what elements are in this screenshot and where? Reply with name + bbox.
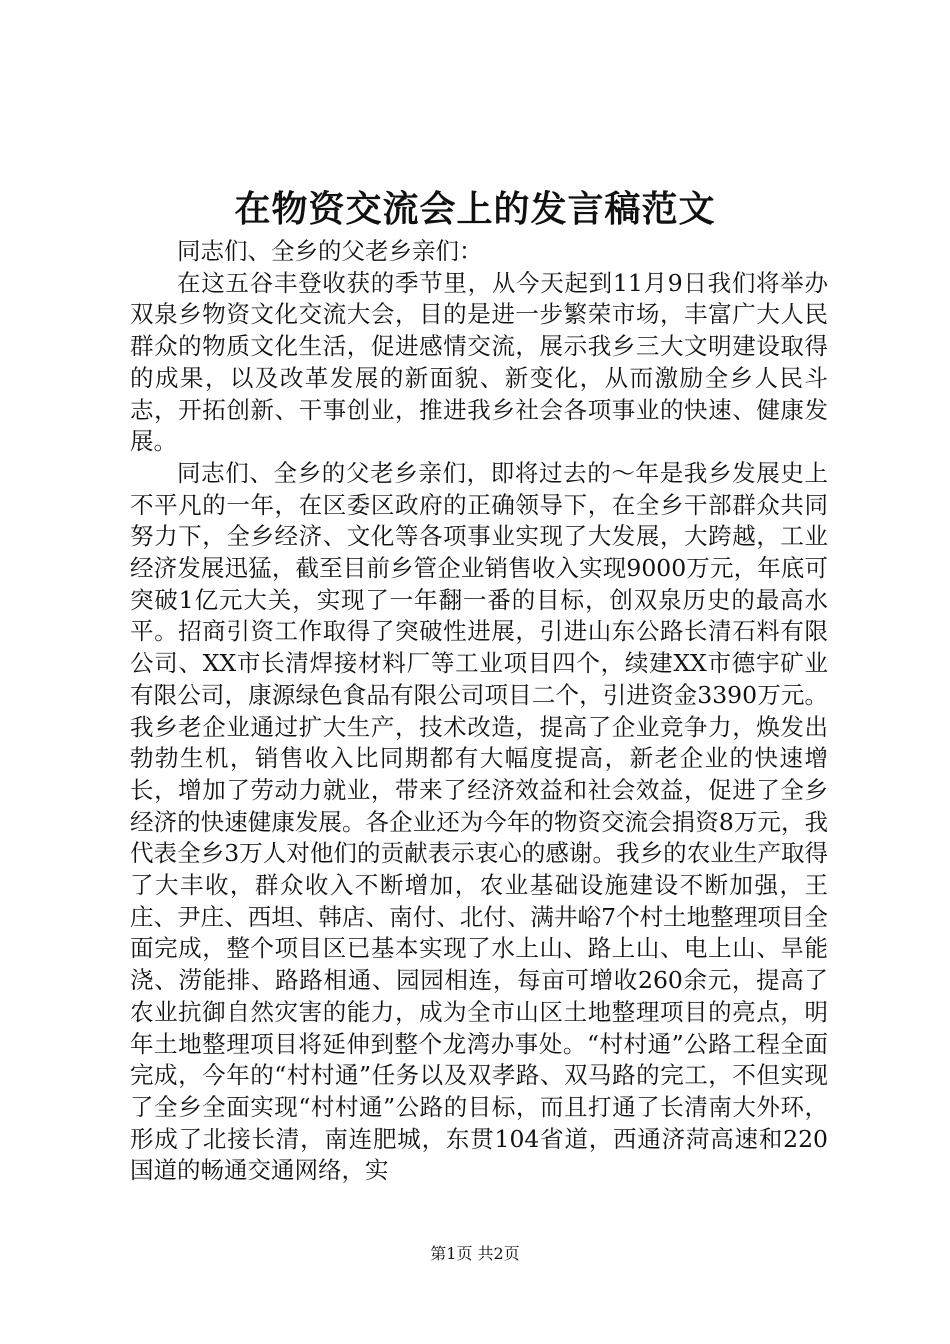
document-body: [130, 236, 828, 1187]
document-title: 在物资交流会上的发言稿范文: [234, 188, 716, 230]
body-paragraph: 同志们、全乡的父老乡亲们，即将过去的～年是我乡发展史上不平凡的一年，在区委区政府的正确领导下，在全乡干部群众共同努力下，全乡经济、文化等各项事业实现了大发展，大跨越，工业经济发展迅猛，截至目前乡管企业销售收入实现9000万元，年底可突破1亿元大关，实现了一年翻一番的目标，创双泉历史的最高水平。招商引资工作取得了突破性进展，引进山东公路长清石料有限公司、XX市长清焊接材料厂等工业项目四个，续建XX市德宇矿业有限公司，康源绿色食品有限公司项目二个，引进资金3390万元。我乡老企业通过扩大生产，技术改造，提高了企业竞争力，焕发出勃勃生机，销售收入比同期都有大幅度提高，新老企业的快速增长，增加了劳动力就业，带来了经济效益和社会效益，促进了全乡经济的快速健康发展。各企业还为今年的物资交流会捐资8万元，我代表全乡3万人对他们的贡献表示衷心的感谢。我乡的农业生产取得了大丰收，群众收入不断增加，农业基础设施建设不断加强，王庄、尹庄、西坦、韩店、南付、北付、满井峪7个村土地整理项目全面完成，整个项目区已基本实现了水上山、路上山、电上山、旱能浇、涝能排、路路相通、园园相连，每亩可增收260余元，提高了农业抗御自然灾害的能力，成为全市山区土地整理项目的亮点，明年土地整理项目将延伸到整个龙湾办事处。“村村通”公路工程全面完成，今年的“村村通”任务以及双孝路、双马路的完工，不但实现了全乡全面实现“村村通”公路的目标，而且打通了长清南大外环，形成了北接长清，南连肥城，东贯104省道，西通济菏高速和220国道的畅通交通网络，实: [130, 458, 828, 1185]
page-footer: [0, 1244, 950, 1264]
page-number: 第1页 共2页: [430, 1244, 520, 1263]
body-paragraph: 在这五谷丰登收获的季节里，从今天起到11月9日我们将举办双泉乡物资文化交流大会，目的是进一步繁荣市场，丰富广大人民群众的物质文化生活，促进感情交流，展示我乡三大文明建设取得的成果，以及改革发展的新面貌、新变化，从而激励全乡人民斗志，开拓创新、干事创业，推进我乡社会各项事业的快速、健康发展。: [130, 268, 828, 456]
salutation-paragraph: 同志们、全乡的父老乡亲们：: [177, 237, 483, 265]
